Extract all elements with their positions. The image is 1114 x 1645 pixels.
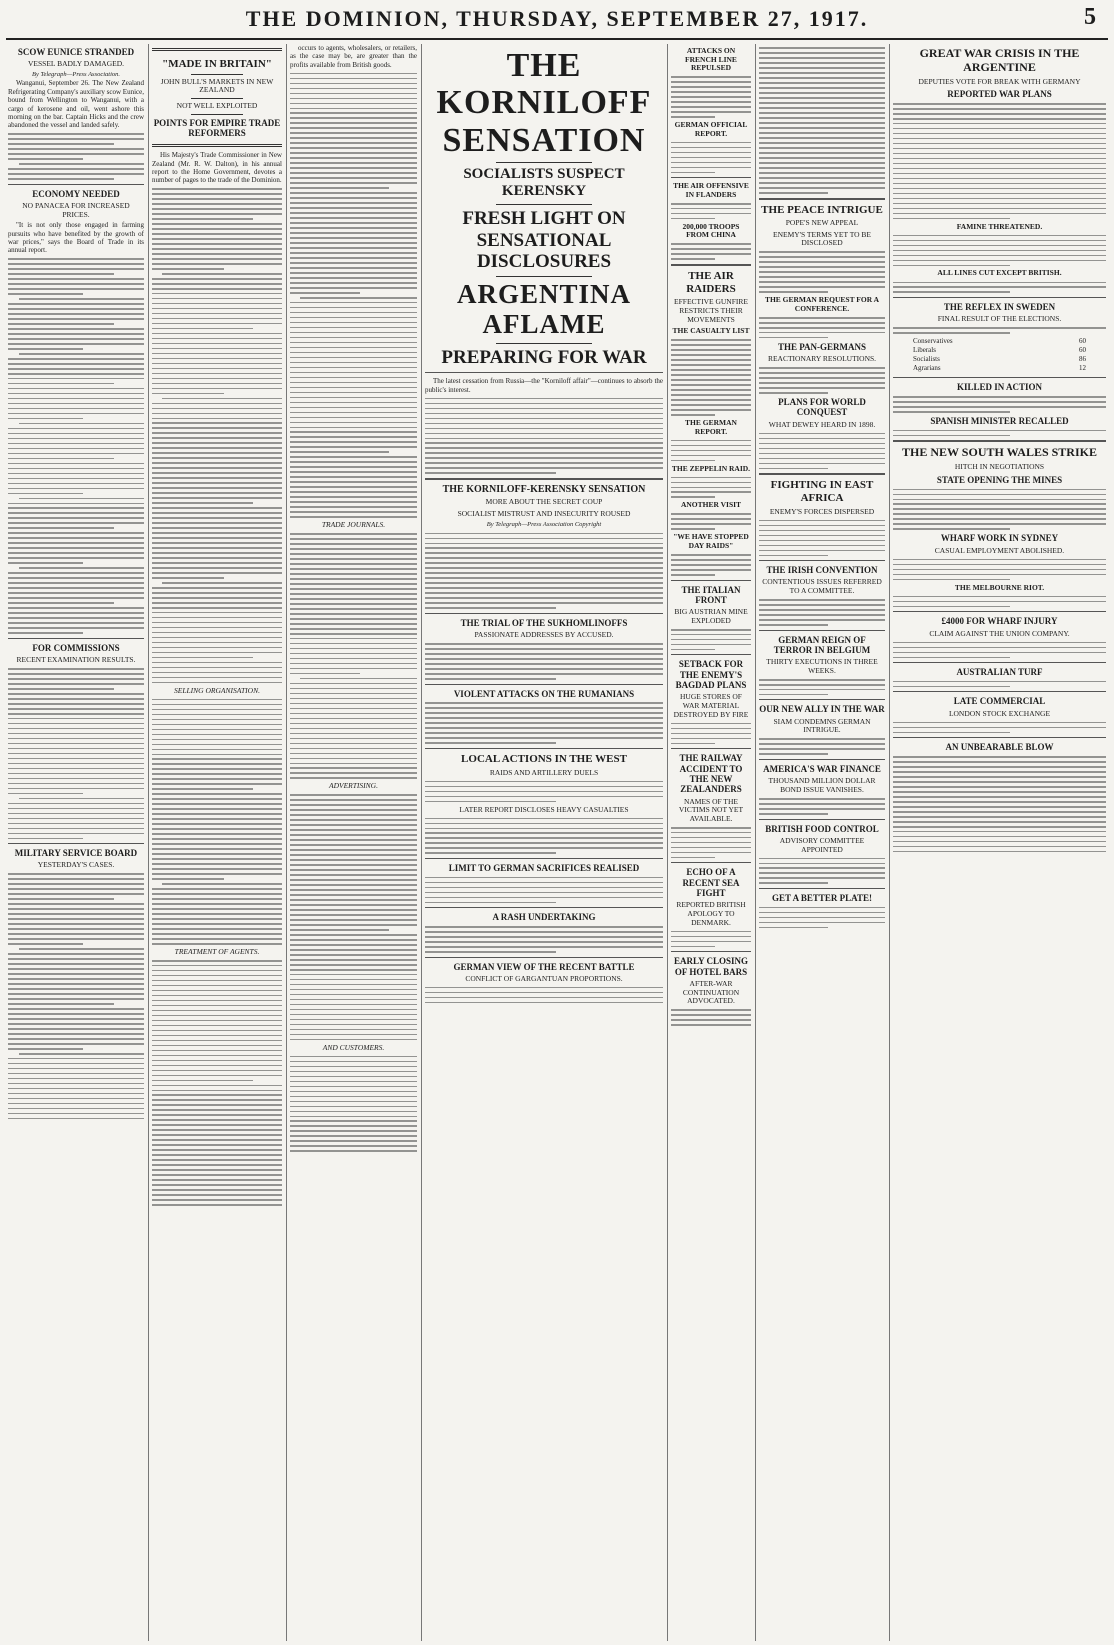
article-text-block	[290, 73, 417, 518]
divider	[893, 440, 1106, 442]
article-text-block	[8, 668, 144, 839]
divider	[496, 162, 591, 163]
seat-count: 12	[1079, 364, 1086, 373]
article-text-block	[671, 243, 751, 260]
column-7	[759, 44, 885, 1641]
subheadline: CLAIM AGAINST THE UNION COMPANY.	[929, 628, 1070, 638]
article-text-block	[671, 203, 751, 220]
election-row	[913, 355, 1086, 364]
election-row	[913, 364, 1086, 373]
headline: ATTACKS ON FRENCH LINE REPULSED	[685, 46, 737, 73]
divider	[425, 478, 663, 480]
column-divider	[421, 44, 422, 1641]
headline: THE AIR RAIDERS	[686, 270, 736, 295]
article-text-block	[425, 533, 663, 609]
article-text-block	[425, 926, 663, 953]
headline: FIGHTING IN EAST AFRICA	[770, 479, 874, 504]
article-text-block	[425, 818, 663, 854]
article-text-block	[425, 398, 663, 474]
column-2	[152, 44, 282, 1641]
article-text-block	[671, 931, 751, 948]
headline: ECONOMY NEEDED	[32, 188, 120, 199]
banner-headline: THE KORNILOFF SENSATION	[436, 47, 652, 159]
subheadline: CASUAL EMPLOYMENT ABOLISHED.	[934, 545, 1065, 555]
divider	[893, 691, 1106, 692]
article-text-block	[671, 513, 751, 530]
divider	[425, 858, 663, 859]
article-text-block	[759, 251, 885, 292]
article-text-block	[893, 103, 1106, 219]
subheadline: ENEMY'S TERMS YET TO BE DISCLOSED	[772, 229, 872, 248]
article-text-block	[425, 643, 663, 679]
byline: By Telegraph—Press Association.	[31, 70, 121, 78]
subheadline: PASSIONATE ADDRESSES BY ACCUSED.	[474, 630, 614, 640]
subheadline: ADVISORY COMMITTEE APPOINTED	[779, 835, 865, 854]
masthead-rule	[6, 38, 1108, 40]
column-divider	[148, 44, 149, 1641]
article-text-block	[893, 559, 1106, 581]
article-text-block	[290, 1056, 417, 1152]
article-text-block	[290, 533, 417, 779]
divider	[671, 748, 751, 749]
headline: OUR NEW ALLY IN THE WAR	[759, 704, 885, 715]
headline: SPANISH MINISTER RECALLED	[930, 416, 1069, 427]
subheadline: VESSEL BADLY DAMAGED.	[28, 59, 124, 69]
headline: A RASH UNDERTAKING	[492, 912, 596, 923]
party-name: Conservatives	[913, 337, 953, 346]
headline: THE PAN-GERMANS	[777, 341, 867, 352]
subheadline: DEPUTIES VOTE FOR BREAK WITH GERMANY	[918, 76, 1081, 86]
headline: GERMAN VIEW OF THE RECENT BATTLE	[453, 961, 635, 972]
subheadline: YESTERDAY'S CASES.	[37, 860, 115, 870]
subheadline: ENEMY'S FORCES DISPERSED	[769, 506, 875, 516]
page-number: 5	[1084, 4, 1096, 30]
article-text-block	[8, 133, 144, 179]
divider	[671, 654, 751, 655]
subheadline: RECENT EXAMINATION RESULTS.	[16, 655, 136, 665]
divider	[8, 843, 144, 844]
column-8	[893, 44, 1106, 1641]
election-results-table	[893, 337, 1106, 373]
article-text-block	[290, 794, 417, 1040]
section-subhead: SELLING ORGANISATION.	[174, 685, 260, 695]
headline: THE IRISH CONVENTION	[766, 565, 878, 576]
column-divider	[286, 44, 287, 1641]
article-text-block	[671, 554, 751, 576]
headline: THE RAILWAY ACCIDENT TO THE NEW ZEALANDERS	[679, 753, 743, 795]
article-text: The latest cessation from Russia—the "Korniloff affair"—continues to absorb the public's interest.	[425, 377, 663, 394]
subheadline: THE GERMAN REQUEST FOR A CONFERENCE.	[764, 295, 880, 313]
article-text-block	[759, 47, 885, 193]
divider	[759, 630, 885, 631]
headline: THE NEW SOUTH WALES STRIKE	[902, 445, 1097, 460]
divider	[191, 114, 243, 115]
divider	[496, 343, 591, 344]
article-text-block	[8, 873, 144, 1119]
article-text-block	[425, 702, 663, 743]
headline: SCOW EUNICE STRANDED	[17, 47, 135, 57]
subheadline: NOT WELL EXPLOITED	[176, 100, 258, 110]
subheadline: THE GERMAN REPORT.	[685, 417, 737, 436]
headline: PLANS FOR WORLD CONQUEST	[778, 397, 866, 418]
subheadline: FAMINE THREATENED.	[956, 221, 1043, 231]
subheadline: CONFLICT OF GARGANTUAN PROPORTIONS.	[465, 973, 623, 983]
article-text-block	[671, 76, 751, 117]
divider	[671, 862, 751, 863]
headline: FOR COMMISSIONS	[32, 642, 120, 653]
article-text-block	[8, 258, 144, 633]
subheadline: CONTENTIOUS ISSUES REFERRED TO A COMMITTEE.	[762, 577, 882, 596]
article-text-block	[425, 987, 663, 1004]
divider	[425, 684, 663, 685]
advert-headline: GET A BETTER PLATE!	[772, 893, 872, 904]
article-text-block	[759, 433, 885, 469]
divider	[759, 888, 885, 889]
subheadline: HUGE STORES OF WAR MATERIAL DESTROYED BY FIRE	[673, 692, 749, 719]
subheadline: JOHN BULL'S MARKETS IN NEW ZEALAND	[160, 76, 274, 95]
masthead	[0, 0, 1114, 42]
article-text-block	[893, 642, 1106, 659]
subheadline: HITCH IN NEGOTIATIONS	[954, 462, 1045, 472]
divider	[425, 907, 663, 908]
headline: 200,000 TROOPS FROM CHINA	[682, 221, 740, 240]
subheadline: LATER REPORT DISCLOSES HEAVY CASUALTIES	[459, 804, 629, 814]
seat-count: 60	[1079, 346, 1086, 355]
headline: PREPARING FOR WAR	[441, 346, 647, 368]
headline: THE ITALIAN FRONT	[681, 584, 741, 605]
headline: FRESH LIGHT ON SENSATIONAL DISCLOSURES	[462, 207, 626, 273]
election-row	[913, 346, 1086, 355]
subheadline: ANOTHER VISIT	[680, 500, 742, 510]
column-divider	[889, 44, 890, 1641]
subheadline: "WE HAVE STOPPED DAY RAIDS"	[673, 532, 749, 551]
article-text-block	[759, 599, 885, 626]
subheadline: SIAM CONDEMNS GERMAN INTRIGUE.	[773, 716, 871, 735]
seat-count: 60	[1079, 337, 1086, 346]
subheadline: STATE OPENING THE MINES	[936, 474, 1063, 485]
subheadline: REPORTED WAR PLANS	[947, 89, 1052, 100]
article-text: "It is not only those engaged in farming pursuits who have benefited by the growth of war prices," says the Board of Trade in its annual report.	[8, 221, 144, 255]
column-divider	[755, 44, 756, 1641]
headline: £4000 FOR WHARF INJURY	[941, 616, 1058, 627]
section-subhead: ADVERTISING.	[329, 781, 378, 791]
subheadline: THIRTY EXECUTIONS IN THREE WEEKS.	[766, 657, 878, 675]
section-subhead: TRADE JOURNALS.	[321, 520, 386, 530]
divider	[893, 297, 1106, 298]
subheadline: THE CASUALTY LIST	[672, 326, 750, 336]
divider	[759, 819, 885, 820]
feature-header-box	[152, 48, 282, 147]
newspaper-title: THE DOMINION, THURSDAY, SEPTEMBER 27, 1917.	[245, 6, 869, 31]
divider	[671, 177, 751, 178]
article-text-block	[893, 681, 1106, 688]
headline: GERMAN REIGN OF TERROR IN BELGIUM	[773, 634, 871, 655]
article-text: His Majesty's Trade Commissioner in New Zealand (Mr. R. W. Dalton), in his annual report to the Home Government, devotes a number of pages to the trade of the Dominion.	[152, 151, 282, 185]
subheadline: EFFECTIVE GUNFIRE RESTRICTS THEIR MOVEMENTS	[674, 297, 748, 324]
subheadline: POINTS FOR EMPIRE TRADE REFORMERS	[153, 117, 281, 138]
subheadline: NO PANACEA FOR INCREASED PRICES.	[22, 201, 130, 219]
article-text-block	[671, 142, 751, 174]
divider	[671, 580, 751, 581]
headline: LIMIT TO GERMAN SACRIFICES REALISED	[448, 863, 640, 874]
article-text-block	[671, 339, 751, 415]
article-text-block	[152, 960, 282, 1206]
subheadline: BIG AUSTRIAN MINE EXPLODED	[674, 607, 748, 625]
subheadline: RAIDS AND ARTILLERY DUELS	[489, 767, 599, 777]
article-text-block	[759, 858, 885, 885]
section-subhead: TREATMENT OF AGENTS.	[174, 946, 260, 956]
headline: THE KORNILOFF-KERENSKY SENSATION	[442, 483, 646, 495]
article-text-block	[759, 679, 885, 696]
headline: THE TRIAL OF THE SUKHOMLINOFFS	[460, 617, 628, 628]
article-text-block	[893, 396, 1106, 413]
headline: SOCIALISTS SUSPECT KERENSKY	[463, 166, 625, 200]
article-text: occurs to agents, wholesalers, or retailers, as the case may be, are greater than the profits available from British goods.	[290, 44, 417, 69]
article-text-block	[671, 827, 751, 859]
article-text-block	[152, 699, 282, 945]
divider	[8, 184, 144, 185]
subheadline: MORE ABOUT THE SECRET COUP	[485, 497, 603, 507]
subheadline: WHAT DEWEY HEARD IN 1898.	[768, 419, 876, 429]
article-text-block	[671, 440, 751, 462]
party-name: Socialists	[913, 355, 940, 364]
divider	[425, 957, 663, 958]
seat-count: 86	[1079, 355, 1086, 364]
article-text-block	[671, 477, 751, 499]
headline: LATE COMMERCIAL	[953, 696, 1046, 707]
subheadline: NAMES OF THE VICTIMS NOT YET AVAILABLE.	[678, 796, 744, 823]
article-text-block	[671, 1009, 751, 1026]
column-divider	[667, 44, 668, 1641]
article-text-block	[671, 723, 751, 745]
article-text-block	[671, 629, 751, 651]
divider	[893, 737, 1106, 738]
subheadline: AFTER-WAR CONTINUATION ADVOCATED.	[682, 978, 740, 1006]
advert-text-block	[759, 907, 885, 929]
divider	[759, 473, 885, 475]
article-text-block	[893, 430, 1106, 437]
divider	[759, 699, 885, 700]
article-text-block	[152, 188, 282, 683]
divider	[496, 204, 591, 205]
banner-headline: ARGENTINA AFLAME	[456, 279, 632, 339]
headline: KILLED IN ACTION	[956, 382, 1043, 393]
headline: AN UNBEARABLE BLOW	[945, 742, 1054, 753]
headline: GERMAN OFFICIAL REPORT.	[674, 120, 748, 138]
subheadline: REPORTED BRITISH APOLOGY TO DENMARK.	[676, 900, 746, 927]
divider	[671, 951, 751, 952]
article-text-block	[759, 520, 885, 556]
subheadline: THE MELBOURNE RIOT.	[954, 582, 1045, 592]
headline: AUSTRALIAN TURF	[956, 667, 1043, 678]
subheadline: LONDON STOCK EXCHANGE	[948, 708, 1051, 718]
headline: SETBACK FOR THE ENEMY'S BAGDAD PLANS	[675, 659, 747, 691]
column-1	[8, 44, 144, 1641]
divider	[759, 198, 885, 200]
article-text: Wanganui, September 26. The New Zealand Refrigerating Company's auxiliary scow Eunice, bound from Wellington to Wanganui, with a cargo of kerosene and oil, went ashore this morning on the bar. Captain Hicks and the crew abandoned the vessel and landed safely.	[8, 79, 144, 130]
column-6	[671, 44, 751, 1641]
article-text-block	[759, 798, 885, 815]
byline: By Telegraph—Press Association Copyright	[486, 520, 602, 528]
subheadline: SOCIALIST MISTRUST AND INSECURITY ROUSED	[457, 509, 631, 519]
divider	[425, 613, 663, 614]
headline: LOCAL ACTIONS IN THE WEST	[461, 752, 627, 765]
divider	[893, 611, 1106, 612]
divider	[8, 638, 144, 639]
article-text-block	[893, 756, 1106, 852]
centre-feature	[425, 44, 663, 1641]
headline: VIOLENT ATTACKS ON THE RUMANIANS	[453, 688, 635, 699]
article-text-block	[893, 327, 1106, 334]
headline: EARLY CLOSING OF HOTEL BARS	[673, 956, 749, 977]
headline: THE AIR OFFENSIVE IN FLANDERS	[673, 181, 749, 199]
divider	[496, 276, 591, 277]
article-text-block	[425, 781, 663, 803]
divider	[671, 264, 751, 266]
divider	[759, 759, 885, 760]
headline: WHARF WORK IN SYDNEY	[940, 533, 1059, 544]
divider	[759, 560, 885, 561]
article-text-block	[893, 596, 1106, 608]
divider	[425, 372, 663, 373]
subheadline: ALL LINES CUT EXCEPT BRITISH.	[937, 268, 1062, 278]
divider	[893, 662, 1106, 663]
article-text-block	[759, 367, 885, 394]
article-text-block	[425, 877, 663, 904]
article-text-block	[759, 738, 885, 755]
headline: THE PEACE INTRIGUE	[761, 203, 883, 216]
headline: "MADE IN BRITAIN"	[162, 58, 272, 70]
party-name: Agrarians	[913, 364, 941, 373]
headline: BRITISH FOOD CONTROL	[765, 823, 879, 834]
subheadline: POPE'S NEW APPEAL	[785, 218, 859, 228]
divider	[893, 377, 1106, 378]
article-text-block	[893, 282, 1106, 294]
headline: GREAT WAR CRISIS IN THE ARGENTINE	[919, 46, 1080, 74]
subheadline: FINAL RESULT OF THE ELECTIONS.	[937, 314, 1062, 324]
headline: AMERICA'S WAR FINANCE	[763, 764, 881, 774]
headline: MILITARY SERVICE BOARD	[14, 848, 138, 859]
divider	[425, 748, 663, 749]
article-text-block	[893, 722, 1106, 734]
article-text-block	[759, 317, 885, 339]
subheadline: THOUSAND MILLION DOLLAR BOND ISSUE VANISHES.	[768, 776, 876, 794]
article-text-block	[893, 235, 1106, 267]
section-subhead: AND CUSTOMERS.	[322, 1042, 385, 1052]
subheadline: THE ZEPPELIN RAID.	[671, 463, 751, 473]
party-name: Liberals	[913, 346, 936, 355]
divider	[191, 74, 243, 75]
headline: ECHO OF A RECENT SEA FIGHT	[682, 867, 740, 899]
headline: THE REFLEX IN SWEDEN	[943, 302, 1056, 313]
divider	[191, 98, 243, 99]
election-row	[913, 337, 1086, 346]
article-text-block	[893, 489, 1106, 530]
column-3	[290, 44, 417, 1641]
subheadline: REACTIONARY RESOLUTIONS.	[767, 354, 877, 364]
